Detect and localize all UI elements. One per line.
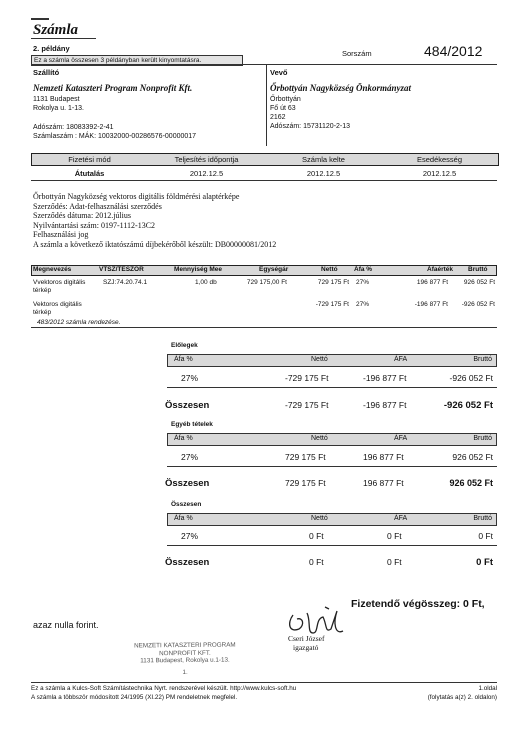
gross-total: -926 052 Ft [443,400,493,411]
seller-address-city: 1131 Budapest [33,96,80,103]
buyer-street: Fő út 63 [270,105,296,112]
gross-value: 0 Ft [478,531,493,541]
fulfillment-date-value: 2012.12.5 [189,169,224,178]
gross-header: Bruttó [473,435,492,442]
issue-date-value: 2012.12.5 [306,169,341,178]
serial-label: Sorszám [342,49,372,58]
col-vtsz-header: VTSZ/TESZOR [99,266,144,273]
col-unitprice-header: Egységár [259,266,289,273]
item-name-cont: térkép [33,287,52,294]
description-line: Szerződés: Adat-felhasználási szerződés [33,201,162,211]
issue-date-header: Számla kelte [302,155,345,164]
corner-mark [31,18,49,20]
seller-name: Nemzeti Kataszteri Program Nonprofit Kft. [33,83,193,93]
signatory-role: igazgató [293,643,319,652]
gross-value: -926 052 Ft [449,373,493,383]
other-items-title: Egyéb tételek [171,421,213,428]
col-qty-header: Mennyiség Mee [174,266,223,273]
vat-rate: 27% [181,531,199,541]
vat-rate: 27% [181,452,199,462]
vat-value: 0 Ft [387,531,402,541]
vat-value: 196 877 Ft [363,452,404,462]
gross-header: Bruttó [473,515,492,522]
col-vat-header: Áfa % [354,266,373,273]
vat-rate-header: Áfa % [174,435,193,442]
item-gross: -926 052 Ft [461,301,495,308]
grand-row-rule [167,545,497,546]
vat-header: ÁFA [394,356,408,363]
continuation-note: (folytatás a(z) 2. oldalon) [427,694,497,701]
item-name: Vvektoros digitális [33,279,86,286]
amount-in-words: azaz nulla forint. [33,620,99,630]
vat-rate-header: Áfa % [174,515,193,522]
due-date-value: 2012.12.5 [422,169,457,178]
serial-number: 484/2012 [424,43,483,59]
item-vat-value: -196 877 Ft [414,301,448,308]
net-header: Nettó [311,356,328,363]
item-unit-price: 729 175,00 Ft [246,279,287,286]
item-vat-rate: 27% [356,301,370,308]
invoice-description [33,192,276,250]
net-value: -729 175 Ft [285,373,329,383]
payment-method-header: Fizetési mód [68,155,111,164]
vat-header: ÁFA [394,435,408,442]
grand-total-label: Összesen [165,557,210,568]
items-table [31,265,497,345]
description-line: Őrbottyán Nagyközség vektoros digitális földmérési alaptérképe [33,192,240,201]
description-line: Nyilvántartási szám: 0197-1112-13C2 [33,220,156,230]
advances-title: Előlegek [171,342,198,349]
col-gross-header: Bruttó [468,266,488,273]
net-value: 0 Ft [309,531,324,541]
vat-rate-header: Áfa % [174,356,193,363]
other-items-section [167,421,497,496]
gross-header: Bruttó [473,356,492,363]
company-stamp [100,641,270,676]
stamp-line: NEMZETI KATASZTERI PROGRAM [134,641,236,650]
description-line: A számla a következő iktatószámú díjbekérőből készült: DB00000081/2012 [33,239,277,249]
gross-value: 926 052 Ft [452,452,493,462]
buyer-tax-number: Adószám: 15731120-2-13 [270,123,351,130]
parties-divider [266,64,267,146]
gross-total: 926 052 Ft [449,478,493,488]
net-header: Nettó [311,515,328,522]
other-total-label: Összesen [165,478,210,489]
item-vtsz: SZJ:74.20.74.1 [103,279,148,286]
footer-rule [31,682,497,683]
vat-rate: 27% [181,373,199,383]
seller-bank-account: Számlaszám : MÁK: 10032000-00286576-00000017 [33,133,197,140]
copy-label: 2. példány [33,44,70,53]
seller-address-street: Rokolya u. 1-13. [33,105,84,112]
buyer-label: Vevő [270,68,288,77]
signatory-name: Cseri József [288,634,325,643]
vat-total: 196 877 Ft [363,478,404,488]
item-vat-value: 196 877 Ft [416,279,448,286]
vat-header: ÁFA [394,515,408,522]
advances-row-rule [167,387,497,388]
payment-bottom-rule [31,180,497,181]
item-net: 729 175 Ft [317,279,349,286]
item-net: -729 175 Ft [315,301,349,308]
grand-total-section [167,501,497,576]
vat-total: -196 877 Ft [363,400,407,410]
stamp-line: 1131 Budapest, Rokolya u.1-13. [140,656,230,665]
vat-value: -196 877 Ft [363,373,407,383]
gross-total: 0 Ft [476,557,493,568]
net-total: -729 175 Ft [285,400,329,410]
regulation-note: A számla a többször módosított 24/1995 (XI.22) PM rendeletnek megfelel. [31,694,238,701]
stamp-line: NONPROFIT KFT. [159,649,211,657]
net-header: Nettó [311,435,328,442]
other-header-bar [167,433,497,446]
seller-tax-number: Adószám: 18083392-2-41 [33,124,114,131]
payment-method-value: Átutalás [74,169,105,178]
fulfillment-date-header: Teljesítés időpontja [174,155,239,164]
print-count-note: Ez a számla összesen 3 példányban került kinyomtatásra. [31,55,243,66]
header-rule [31,64,497,65]
net-total: 0 Ft [309,557,324,567]
page-number: 1.oldal [478,685,497,692]
item-name: Vektoros digitális [33,301,82,308]
advances-total-label: Összesen [165,400,210,411]
software-note: Ez a számla a Kulcs-Soft Számítástechnika Nyrt. rendszerével készült. http://www.kulcs-soft.hu [31,685,297,692]
net-value: 729 175 Ft [285,452,326,462]
title-underline [31,38,96,39]
buyer-name: Őrbottyán Nagyközség Önkormányzat [270,83,412,93]
payable-total: Fizetendő végösszeg: 0 Ft, [351,598,485,610]
due-date-header: Esedékesség [416,155,463,164]
stamp-line: 1. [182,668,188,676]
description-line: Felhasználási jog [33,230,89,240]
grand-total-title: Összesen [171,501,202,508]
col-net-header: Nettó [321,266,338,273]
vat-total: 0 Ft [387,557,402,567]
settlement-note: 483/2012 számla rendezése. [37,319,121,326]
seller-label: Szállító [33,68,60,77]
item-qty: 1,00 db [195,279,217,286]
advances-header-bar [167,354,497,367]
net-total: 729 175 Ft [285,478,326,488]
col-vatvalue-header: Áfaérték [427,266,454,273]
grand-header-bar [167,513,497,526]
item-gross: 926 052 Ft [463,279,495,286]
col-name-header: Megnevezés [33,266,72,273]
description-line: Szerződés dátuma: 2012.július [33,211,131,221]
item-name-cont: térkép [33,309,52,316]
invoice-title: Számla [33,22,79,38]
items-bottom-rule [31,327,497,328]
other-row-rule [167,466,497,467]
buyer-zip: 2162 [270,114,286,121]
buyer-city: Őrbottyán [270,96,301,103]
advances-section [167,342,497,417]
item-vat-rate: 27% [356,279,370,286]
